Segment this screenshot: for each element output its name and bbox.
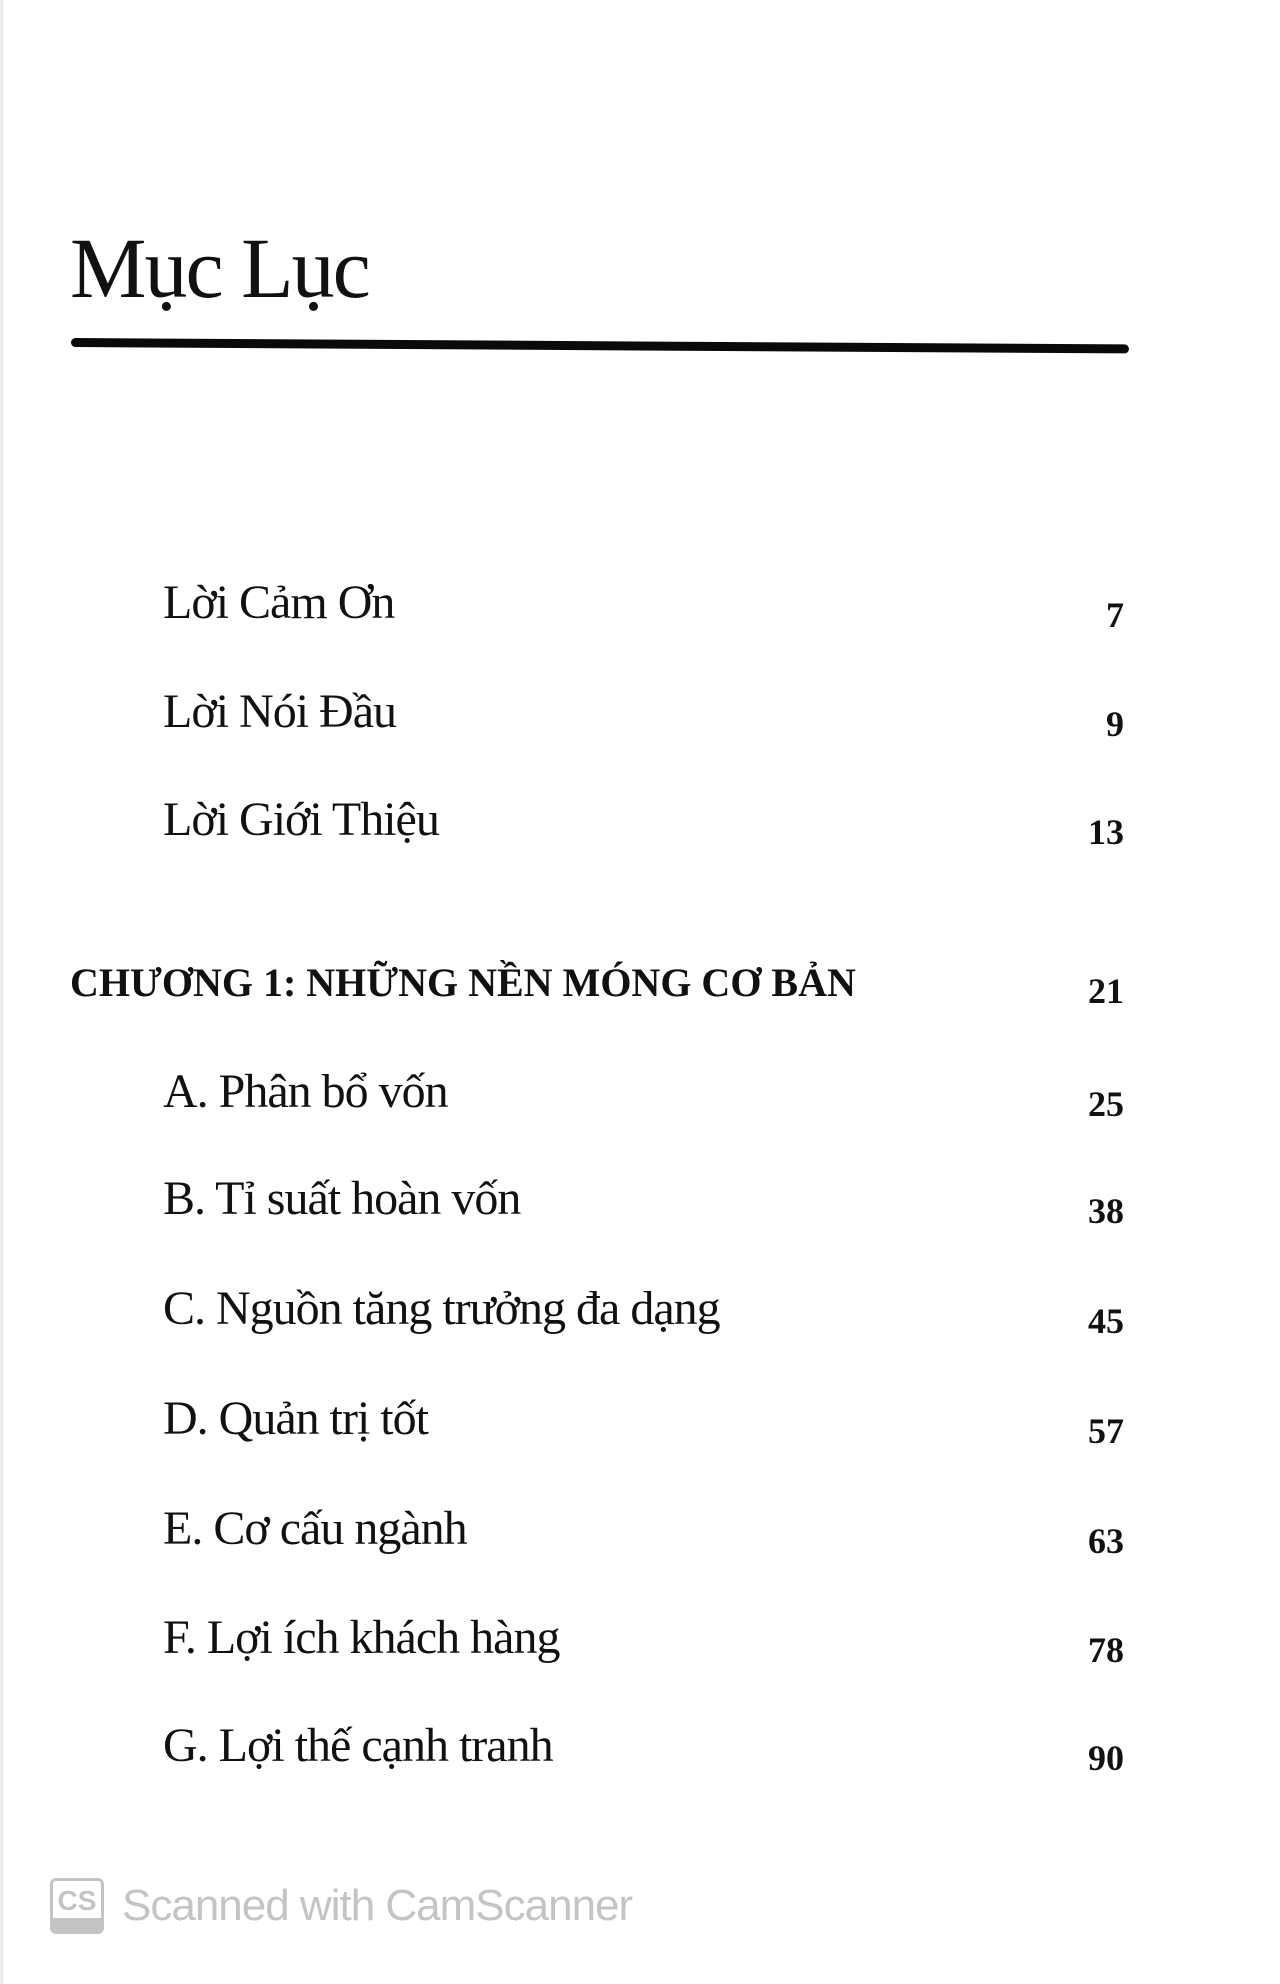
watermark-text: Scanned with CamScanner [122,1881,633,1930]
camscanner-watermark [50,1878,632,1934]
toc-label: Lời Giới Thiệu [163,793,439,846]
toc-entry [0,570,1280,635]
page-title: Mục Lục [70,220,369,316]
toc-page-number: 63 [1088,1521,1124,1561]
toc-page-number: 90 [1088,1738,1124,1778]
toc-label: A. Phân bổ vốn [163,1065,448,1118]
logo-text: CS [57,1885,97,1916]
toc-entry [0,1386,1280,1451]
toc-entry [0,1496,1280,1561]
toc-label: E. Cơ cấu ngành [163,1502,467,1555]
toc-label: Lời Cảm Ơn [163,576,395,629]
toc-page-number: 38 [1088,1191,1124,1231]
toc-page-number: 7 [1106,595,1124,635]
toc-entry [0,679,1280,744]
toc-entry [0,787,1280,852]
camscanner-logo-icon [50,1878,104,1934]
title-underline [71,338,1129,353]
toc-label: D. Quản trị tốt [163,1392,428,1445]
toc-chapter-label: CHƯƠNG 1: NHỮNG NỀN MÓNG CƠ BẢN [70,960,856,1005]
toc-page-number: 57 [1088,1411,1124,1451]
toc-entry [0,1713,1280,1778]
toc-label: B. Tỉ suất hoàn vốn [163,1172,521,1225]
toc-label: G. Lợi thế cạnh tranh [163,1719,553,1772]
toc-page-number: 78 [1088,1630,1124,1670]
toc-page-number: 21 [1088,971,1124,1011]
toc-label: Lời Nói Đầu [163,685,397,738]
toc-entry [0,1059,1280,1124]
toc-page-number: 13 [1088,812,1124,852]
toc-page-number: 25 [1088,1084,1124,1124]
toc-page-number: 45 [1088,1301,1124,1341]
toc-entry [0,1276,1280,1341]
toc-label: F. Lợi ích khách hàng [163,1611,560,1664]
toc-entry [0,1166,1280,1231]
toc-entry [0,1605,1280,1670]
toc-page-number: 9 [1106,704,1124,744]
toc-label: C. Nguồn tăng trưởng đa dạng [163,1282,720,1335]
toc-chapter-entry [0,946,1280,1011]
